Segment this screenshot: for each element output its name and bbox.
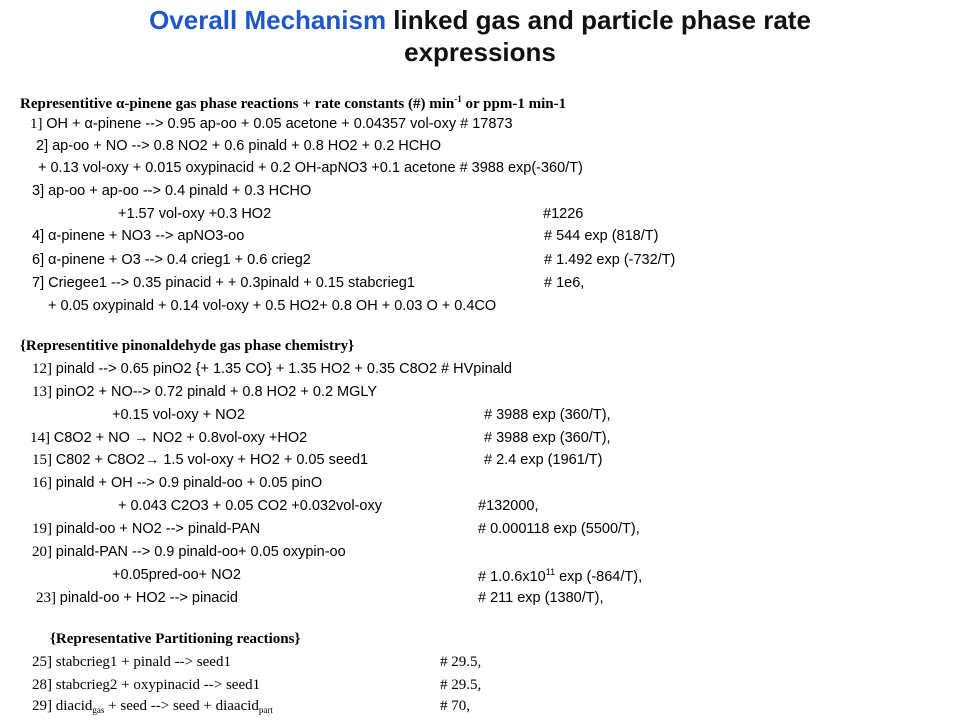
rate-constant: # 0.000118 exp (5500/T), [478,521,640,537]
rate-constant: # $1.0.6x10^{11}$ exp (-864/T), [478,567,643,585]
reaction-12: 12] pinald --> 0.65 pinO2 {+ 1.35 CO} + 1.35 HO2 + 0.35 C8O2 # HVpinald [32,361,512,377]
rate-constant: # 3988 exp (360/T), [484,430,611,446]
rate-constant: # 2.4 exp (1961/T) [484,452,603,468]
title-rest: linked gas and particle phase rate [386,5,811,35]
slide-title [40,4,920,68]
alpha-symbol: α [84,116,93,132]
alpha-symbol: α [115,96,125,112]
rate-constant: # 29.5, [440,677,482,693]
alpha-symbol: α [48,228,57,244]
arrow-icon: → [133,430,149,446]
rate-constant: # 29.5, [440,654,482,670]
reaction-2: 2] ap-oo + NO --> 0.8 NO2 + 0.6 pinald + 0.8 HO2 + 0.2 HCHO [36,138,442,154]
rate-constant: # 3988 exp (360/T), [484,407,611,423]
pinonaldehyde-section-header: {Representitive pinonaldehyde gas phase chemistry} [20,338,355,354]
title-highlight: Overall Mechanism [149,5,387,35]
rate-constant: #1226 [543,206,584,222]
alpha-symbol: α [48,252,57,268]
reaction-1: 1] OH + α-pinene --> 0.95 ap-oo + 0.05 acetone + 0.04357 vol-oxy # 17873 [30,116,513,132]
rate-constant: # 544 exp (818/T) [544,228,659,244]
rate-constant: # 1.492 exp (-732/T) [544,252,676,268]
reaction-16: 16] pinald + OH --> 0.9 pinald-oo + 0.05 pinO [32,475,323,491]
rate-constant: #132000, [478,498,539,514]
title-line2: expressions [404,37,556,67]
partitioning-section-header: {Representative Partitioning reactions} [50,631,301,647]
arrow-icon: → [144,452,160,468]
reaction-13: 13] pinO2 + NO--> 0.72 pinald + 0.8 HO2 + 0.2 MGLY [32,384,378,400]
reaction-2-cont: + 0.13 vol-oxy + 0.015 oxypinacid + 0.2 OH-apNO3 +0.1 acetone # 3988 exp(-360/T) [38,160,583,176]
rate-constant: # 211 exp (1380/T), [478,590,604,606]
reaction-7-cont: + 0.05 oxypinald + 0.14 vol-oxy + 0.5 HO2+ 0.8 OH + 0.03 O + 0.4CO [48,298,497,314]
rate-constant: # 1e6, [544,275,585,291]
reaction-20: 20] pinald-PAN --> 0.9 pinald-oo+ 0.05 oxypin-oo [32,544,346,560]
rate-constant: # 70, [440,698,470,714]
reaction-3: 3] ap-oo + ap-oo --> 0.4 pinald + 0.3 HCHO [32,183,312,199]
gas-section-header: Representitive α-pinene gas phase reactions + rate constants (#) $\min^{-1}$ or ppm-1 min-1 [20,94,567,112]
